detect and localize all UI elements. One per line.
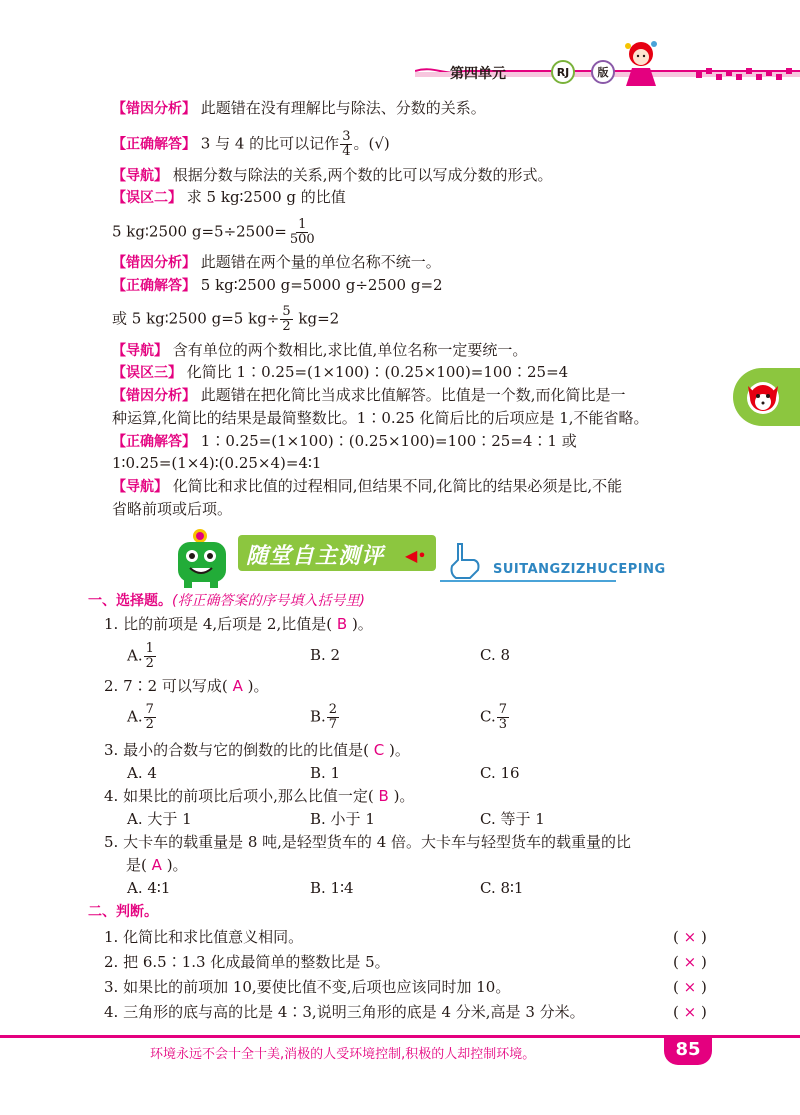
analysis-line-9: 【导航】 含有单位的两个数相比,求比值,单位名称一定要统一。: [112, 341, 528, 359]
analysis-line-5: 5 kg∶2500 g=5÷2500= $\frac{1}{500}$: [112, 217, 315, 247]
option-b: B. $\frac{2}{7}$: [310, 702, 338, 732]
monster-mascot-icon: [170, 528, 236, 590]
answer: B: [378, 787, 389, 805]
analysis-line-2: 【正确解答】 3 与 4 的比可以记作 $\frac{3}{4}$ 。(√): [112, 129, 390, 159]
analysis-line-11: 【错因分析】 此题错在把化简比当成求比值解答。比值是一个数,而化简比是一: [112, 386, 626, 404]
analysis-line-16: 省略前项或后项。: [112, 500, 233, 518]
option-c: C. 等于 1: [480, 810, 545, 828]
footer-motto: 环境永远不会十全十美,消极的人受环境控制,积极的人却控制环境。: [150, 1047, 536, 1062]
option-c: C. 8∶1: [480, 879, 524, 897]
analysis-line-8: 或 5 kg∶2500 g=5 kg÷ $\frac{5}{2}$ kg=2: [112, 304, 340, 334]
question-2: 2. 7∶2 可以写成( A )。: [104, 677, 269, 695]
option-a: A. 大于 1: [127, 810, 192, 828]
analysis-line-7: 【正确解答】 5 kg∶2500 g=5000 g÷2500 g=2: [112, 276, 443, 294]
judge-answer-2: ( × ): [673, 953, 707, 971]
judge-item-2: 2. 把 6.5∶1.3 化成最简单的整数比是 5。: [104, 953, 390, 971]
question-5: 5. 大卡车的载重量是 8 吨,是轻型货车的 4 倍。大卡车与轻型货车的载重量的比: [104, 833, 632, 851]
page-number: 85: [664, 1035, 712, 1065]
edition-badge: 版: [591, 60, 615, 84]
judge-item-3: 3. 如果比的前项加 10,要使比值不变,后项也应该同时加 10。: [104, 978, 511, 996]
judge-answer-1: ( × ): [673, 928, 707, 946]
fraction: $\frac{1}{500}$: [289, 217, 315, 247]
analysis-line-14: 1∶0.25=(1×4)∶(0.25×4)=4∶1: [112, 454, 322, 472]
option-a: A. $\frac{7}{2}$: [127, 702, 154, 732]
answer: A: [151, 856, 162, 874]
analysis-line-15: 【导航】 化简比和求比值的过程相同,但结果不同,化简比的结果必须是比,不能: [112, 477, 623, 495]
option-b: B. 1: [310, 764, 341, 782]
option-a: A. $\frac{1}{2}$: [127, 641, 154, 671]
girl-mascot-icon: [618, 38, 664, 88]
question-5-cont: 是( A )。: [126, 856, 188, 874]
fraction: $\frac{5}{2}$: [282, 304, 291, 334]
answer: B: [336, 615, 348, 633]
section-title-judge: 二、判断。: [88, 904, 158, 920]
judge-item-1: 1. 化简比和求比值意义相同。: [104, 928, 304, 946]
analysis-line-10: 【误区三】 化简比 1∶0.25=(1×100)∶(0.25×100)=100∶25=4: [112, 363, 569, 381]
option-c: C. 16: [480, 764, 520, 782]
unit-label: 第四单元: [450, 66, 506, 82]
question-1: 1. 比的前项是 4,后项是 2,比值是( B )。: [104, 615, 373, 633]
analysis-line-13: 【正确解答】 1∶0.25=(1×100)∶(0.25×100)=100∶25=4∶1 或: [112, 432, 577, 450]
analysis-line-4: 【误区二】 求 5 kg∶2500 g 的比值: [112, 188, 346, 206]
option-b: B. 1∶4: [310, 879, 354, 897]
fraction: $\frac{3}{4}$: [342, 129, 351, 159]
analysis-line-12: 种运算,化简比的结果是最简整数比。1∶0.25 化简后比的后项应是 1,不能省略。: [112, 409, 649, 427]
hand-pointing-icon: [440, 540, 490, 580]
analysis-line-1: 【错因分析】 此题错在没有理解比与除法、分数的关系。: [112, 99, 486, 117]
checker-decoration: [696, 68, 800, 82]
option-b: B. 2: [310, 646, 341, 664]
arrow-icon: ◀•: [405, 546, 427, 565]
judge-answer-4: ( × ): [673, 1003, 707, 1021]
option-c: C. $\frac{7}{3}$: [480, 702, 507, 732]
option-a: A. 4: [127, 764, 157, 782]
rj-badge: RJ: [551, 60, 575, 84]
fox-face-icon: [742, 376, 784, 418]
banner-title: 随堂自主测评: [246, 544, 385, 569]
analysis-line-3: 【导航】 根据分数与除法的关系,两个数的比可以写成分数的形式。: [112, 166, 553, 184]
answer: C: [373, 741, 385, 759]
answer: A: [232, 677, 243, 695]
judge-answer-3: ( × ): [673, 978, 707, 996]
option-b: B. 小于 1: [310, 810, 375, 828]
section-title-choice: 一、选择题。(将正确答案的序号填入括号里): [88, 593, 365, 609]
judge-item-4: 4. 三角形的底与高的比是 4∶3,说明三角形的底是 4 分米,高是 3 分米。: [104, 1003, 585, 1021]
question-3: 3. 最小的合数与它的倒数的比的比值是( C )。: [104, 741, 410, 759]
question-4: 4. 如果比的前项比后项小,那么比值一定( B )。: [104, 787, 415, 805]
analysis-line-6: 【错因分析】 此题错在两个量的单位名称不统一。: [112, 253, 441, 271]
option-a: A. 4∶1: [127, 879, 171, 897]
option-c: C. 8: [480, 646, 511, 664]
banner-subtitle: SUITANGZIZHUCEPING: [493, 562, 666, 577]
